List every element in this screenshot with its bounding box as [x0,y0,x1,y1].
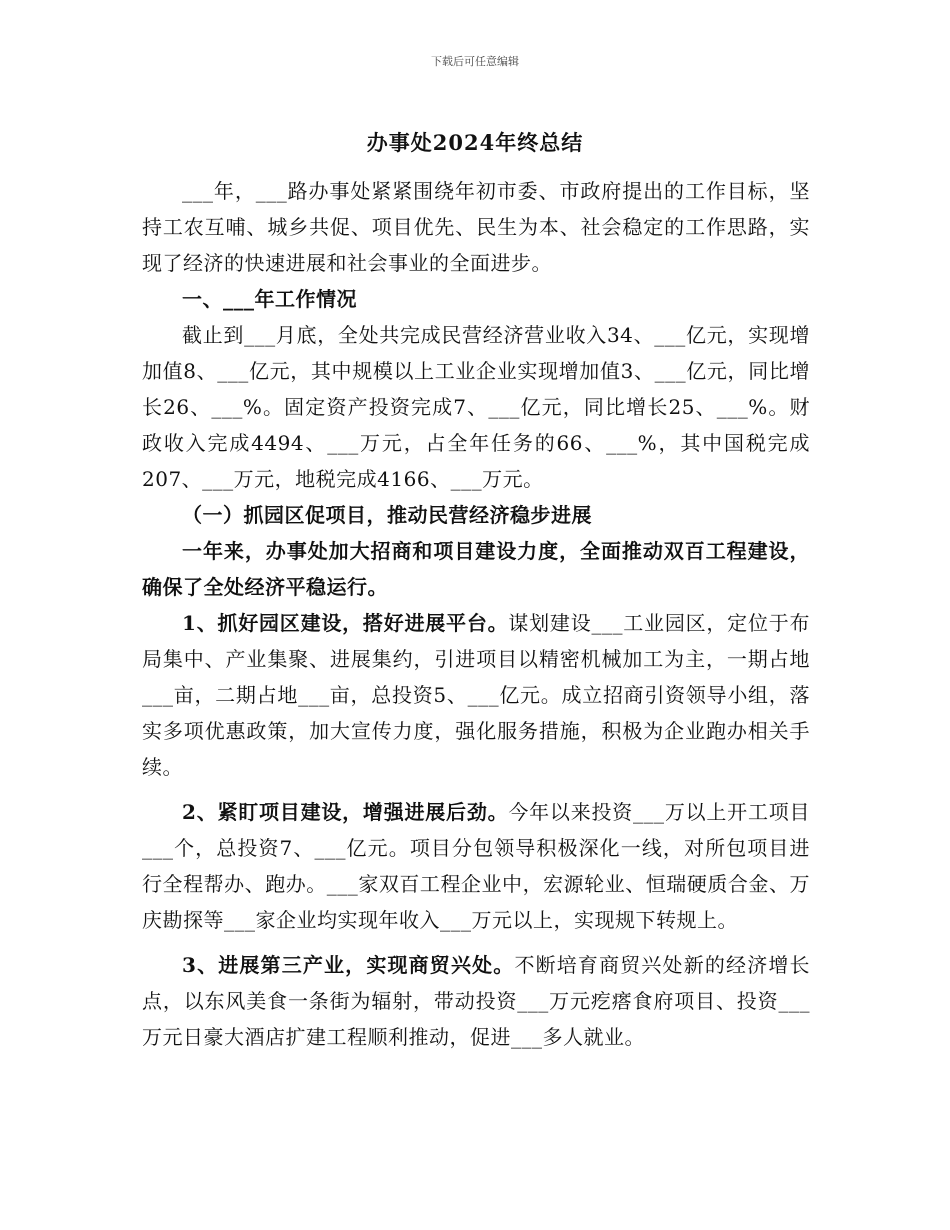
document-body [142,173,810,1055]
document-title: 办事处2024年终总结 [366,130,584,155]
page-header-note: 下载后可任意编辑 [431,55,519,68]
item-text: 谋划建设___工业园区，定位于布局集中、产业集聚、进展集约，引进项目以精密机械加工为主，一期占地___亩，二期占地___亩，总投资5、___亿元。成立招商引资领导小组，落实多项优惠政策，加大宣传力度，强化服务措施，积极为企业跑办相关手续。 [142,611,810,779]
item-heading: 1、抓好园区建设，搭好进展平台。 [182,611,509,635]
item-paragraph [142,947,810,1055]
item-heading: 2、紧盯项目建设，增强进展后劲。 [182,800,509,824]
subsection-lead: 一年来，办事处加大招商和项目建设力度，全面推动双百工程建设，确保了全处经济平稳运行。 [142,539,810,599]
subsection-heading: （一）抓园区促项目，推动民营经济稳步进展 [182,503,592,527]
item-heading: 3、进展第三产业，实现商贸兴处。 [182,953,515,977]
item-text: 今年以来投资___万以上开工项目___个，总投资7、___亿元。项目分包领导积极深化一线，对所包项目进行全程帮办、跑办。___家双百工程企业中，宏源轮业、恒瑞硬质合金、万庆勘探等___家企业均实现年收入___万元以上，实现规下转规上。 [142,800,810,932]
intro-paragraph: ___年，___路办事处紧紧围绕年初市委、市政府提出的工作目标，坚持工农互哺、城乡共促、项目优先、民生为本、社会稳定的工作思路，实现了经济的快速进展和社会事业的全面进步。 [142,179,810,275]
item-paragraph [142,794,810,938]
item-text: 不断培育商贸兴处新的经济增长点，以东风美食一条街为辐射，带动投资___万元疙瘩食府项目、投资___万元日豪大酒店扩建工程顺利推动，促进___多人就业。 [142,953,811,1049]
item-paragraph [142,605,810,785]
section-paragraph: 截止到___月底，全处共完成民营经济营业收入34、___亿元，实现增加值8、___亿元，其中规模以上工业企业实现增加值3、___亿元，同比增长26、___%。固定资产投资完成7、___亿元，同比增长25、___%。财政收入完成4494、___万元，占全年任务的66、___%，其中国税完成207、___万元，地税完成4166、___万元。 [142,323,810,491]
section-heading: 一、___年工作情况 [182,287,357,311]
